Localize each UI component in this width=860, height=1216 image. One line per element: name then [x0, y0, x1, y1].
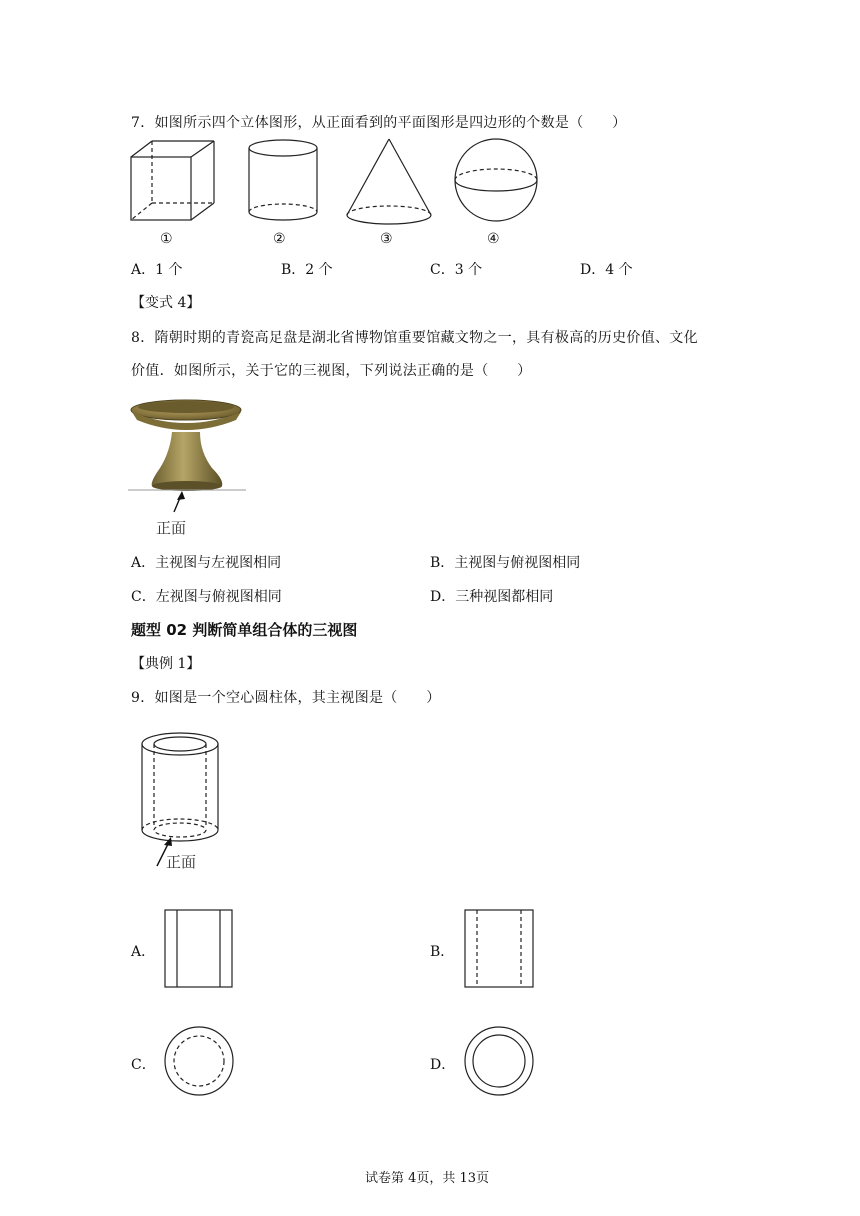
q9-option-b-letter: B． — [430, 944, 455, 960]
section-heading: 题型 02 判断简单组合体的三视图 — [131, 621, 358, 639]
q9-option-c-figure — [164, 1022, 244, 1102]
cylinder-figure — [249, 140, 317, 220]
q9-option-d-letter: D． — [430, 1057, 456, 1073]
figure-label-3: ③ — [380, 231, 393, 247]
q7-option-d: D．4 个 — [580, 262, 633, 278]
page-footer: 试卷第 4页，共 13页 — [365, 1171, 490, 1186]
q8-option-c: C．左视图与俯视图相同 — [131, 589, 282, 605]
q8-option-b: B．主视图与俯视图相同 — [430, 555, 581, 571]
q9-option-a-letter: A． — [131, 944, 156, 960]
cone-figure — [347, 139, 431, 224]
q9-text: 9．如图是一个空心圆柱体，其主视图是（ ） — [131, 690, 441, 706]
q8-option-a: A．主视图与左视图相同 — [131, 555, 282, 571]
q7-option-a: A．1 个 — [131, 262, 183, 278]
sphere-figure — [455, 139, 537, 221]
celadon-plate-image — [0, 390, 860, 550]
example-label: 【典例 1】 — [131, 656, 201, 672]
hollow-cylinder-figure — [0, 725, 860, 885]
q9-option-d-figure — [464, 1022, 544, 1102]
variant-label: 【变式 4】 — [131, 295, 201, 311]
figure-label-1: ① — [160, 231, 173, 247]
q8-line1: 8．隋朝时期的青瓷高足盘是湖北省博物馆重要馆藏文物之一，具有极高的历史价值、文化 — [131, 330, 698, 346]
q8-option-d: D．三种视图都相同 — [430, 589, 554, 605]
q8-line2: 价值．如图所示，关于它的三视图，下列说法正确的是（ ） — [131, 363, 532, 379]
q7-option-c: C．3 个 — [430, 262, 483, 278]
cube-figure — [131, 141, 214, 220]
q9-front-label: 正面 — [166, 853, 197, 871]
q9-option-a-figure — [164, 908, 244, 990]
figure-label-4: ④ — [487, 231, 500, 247]
figure-label-2: ② — [273, 231, 286, 247]
q9-option-c-letter: C． — [131, 1057, 156, 1073]
q7-option-b: B．2 个 — [281, 262, 333, 278]
q9-option-b-figure — [464, 908, 544, 990]
q8-front-label: 正面 — [156, 519, 187, 537]
q7-text: 7．如图所示四个立体图形，从正面看到的平面图形是四边形的个数是（ ） — [131, 115, 627, 131]
